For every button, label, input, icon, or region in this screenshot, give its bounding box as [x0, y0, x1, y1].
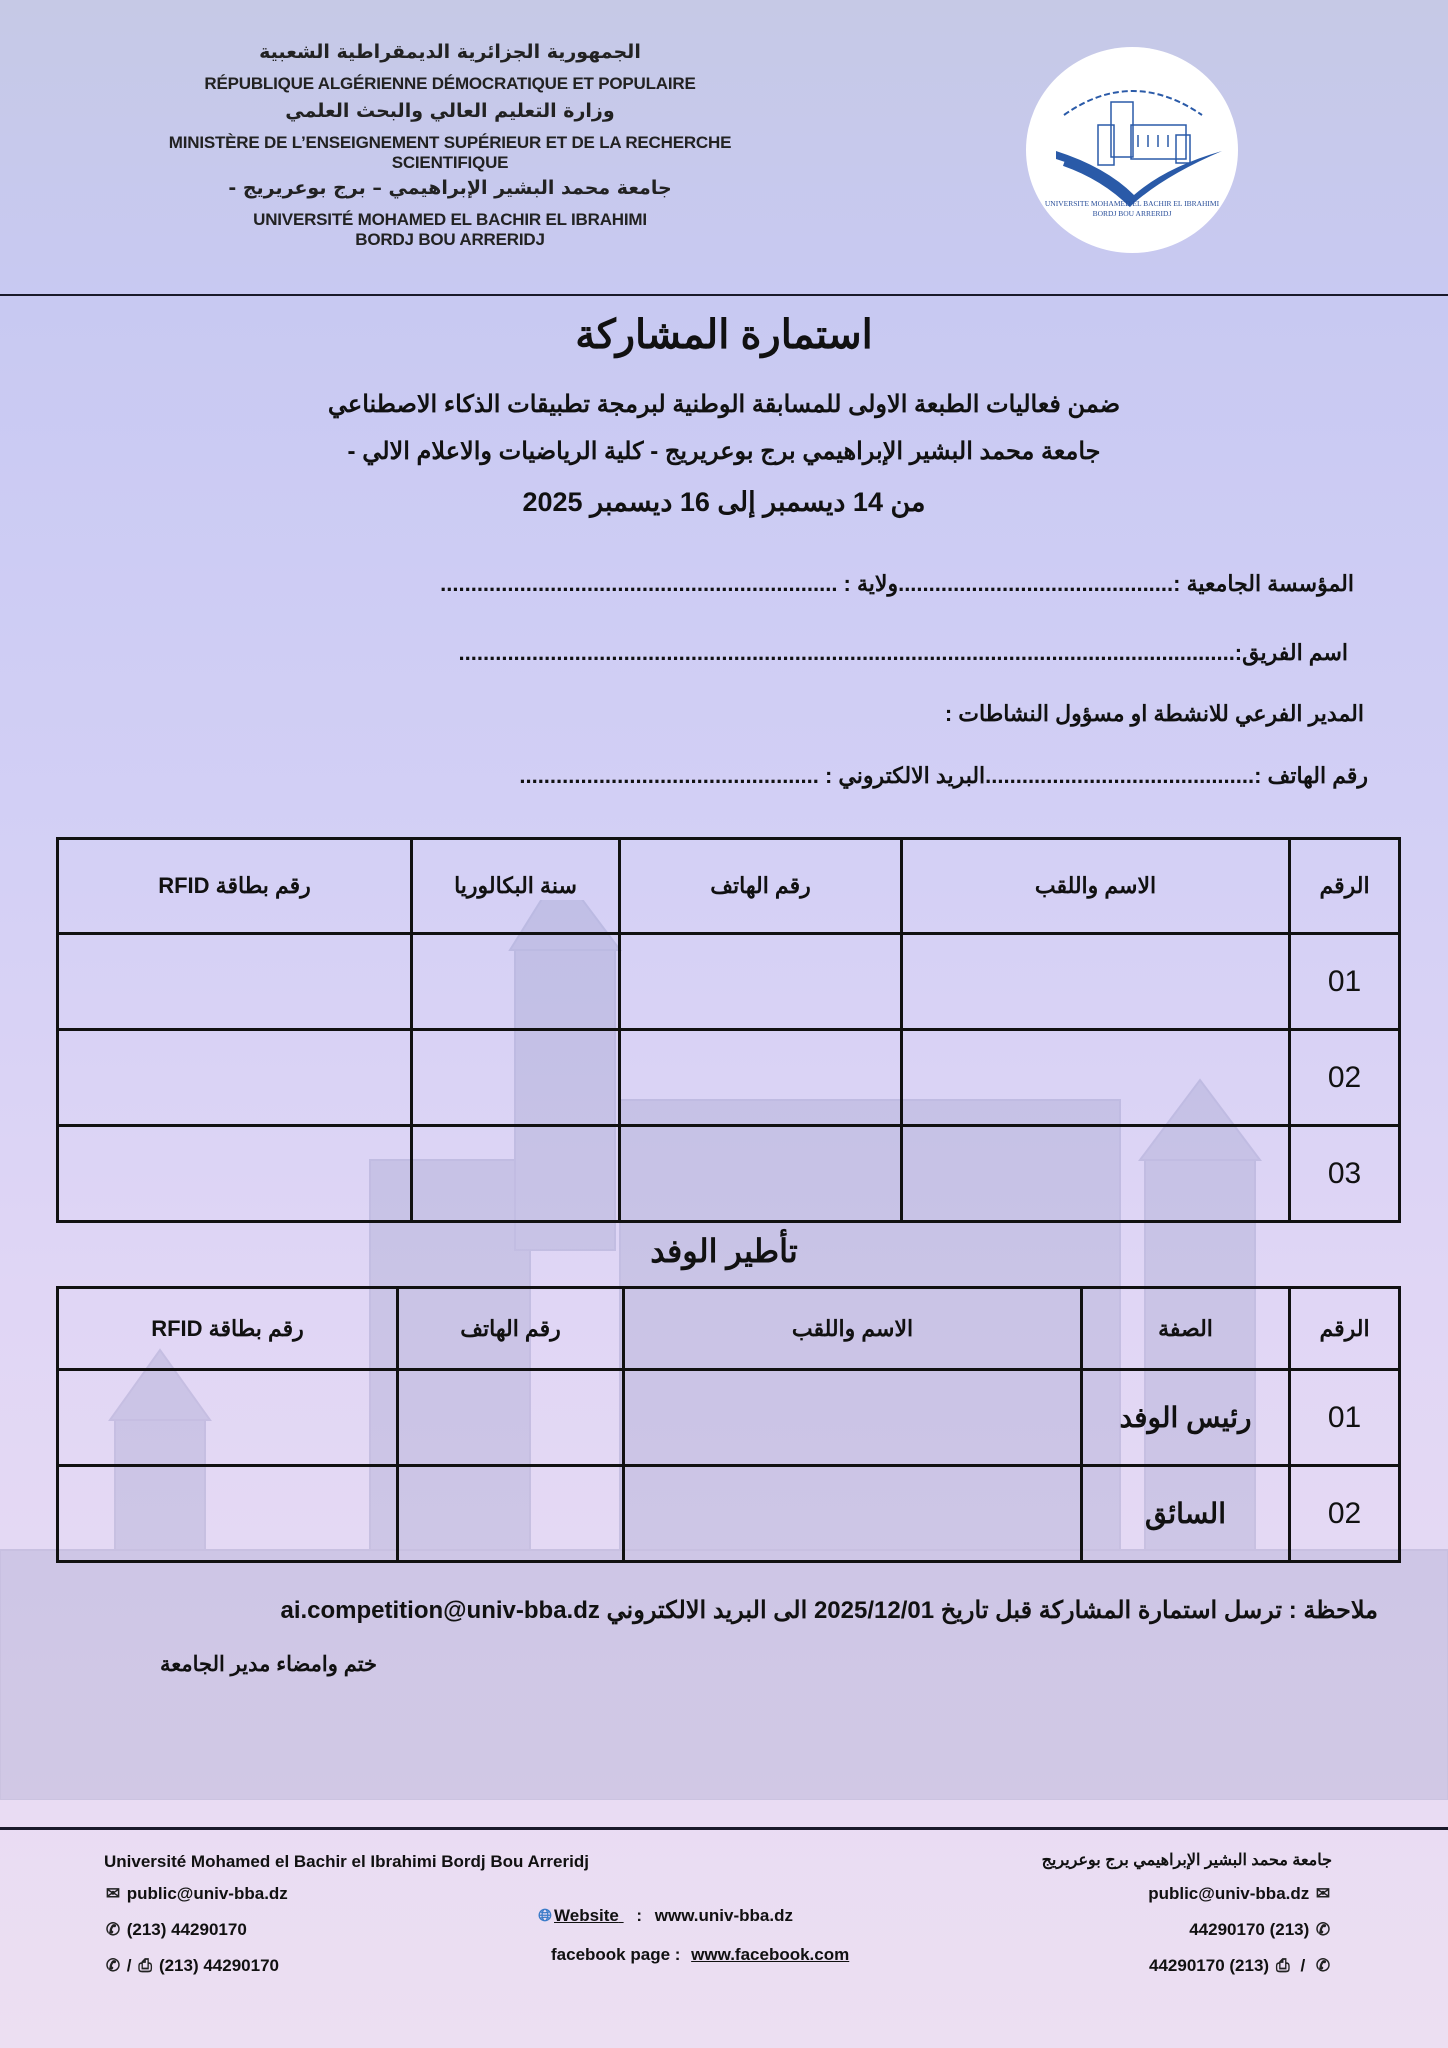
bac-year-cell[interactable]	[412, 1126, 620, 1222]
header-phone: رقم الهاتف	[620, 839, 902, 934]
header-phone: رقم الهاتف	[398, 1288, 624, 1370]
fax-icon: ⎙	[1275, 1956, 1290, 1975]
header-rfid: رقم بطاقة RFID	[58, 1288, 398, 1370]
header-name: الاسم واللقب	[624, 1288, 1082, 1370]
rfid-cell[interactable]	[58, 1370, 398, 1466]
phone-cell[interactable]	[620, 934, 902, 1030]
header-number: الرقم	[1290, 839, 1400, 934]
envelope-icon: ✉	[105, 1884, 121, 1903]
header-number: الرقم	[1290, 1288, 1400, 1370]
logo-caption-1: UNIVERSITE MOHAMED EL BACHIR EL IBRAHIMI	[1044, 199, 1220, 208]
header-french-university-1: UNIVERSITÉ MOHAMED EL BACHIR EL IBRAHIMI	[253, 210, 647, 230]
footer-right-phone-text: 44290170 (213)	[1189, 1920, 1310, 1939]
fax-separator: /	[126, 1956, 132, 1975]
rfid-cell[interactable]	[58, 1126, 412, 1222]
header-divider	[0, 294, 1448, 296]
facebook-label: facebook page :	[551, 1945, 681, 1964]
header-french-university-2: BORDJ BOU ARRERIDJ	[355, 229, 545, 249]
footer-right-email-text[interactable]: public@univ-bba.dz	[1148, 1884, 1310, 1903]
table-row	[58, 1030, 1400, 1126]
header-arabic-university: جامعة محمد البشير الإبراهيمي – برج بوعريريج -	[228, 177, 672, 200]
university-logo	[1026, 47, 1238, 253]
header-french-republic: RÉPUBLIQUE ALGÉRIENNE DÉMOCRATIQUE ET POPULAIRE	[204, 73, 696, 93]
form-subtitle-university: جامعة محمد البشير الإبراهيمي برج بوعريريج - كلية الرياضيات والاعلام الالي -	[347, 438, 1101, 465]
website-label: Website	[554, 1906, 619, 1925]
row-number: 02	[1290, 1030, 1400, 1126]
table-row	[58, 1370, 1400, 1466]
row-number: 01	[1290, 934, 1400, 1030]
bac-year-cell[interactable]	[412, 934, 620, 1030]
phone-cell[interactable]	[620, 1030, 902, 1126]
footer-right-university: جامعة محمد البشير الإبراهيمي برج بوعريريج	[1041, 1852, 1332, 1869]
castle-logo-icon	[1026, 47, 1238, 253]
signature-label: ختم وامضاء مدير الجامعة	[160, 1653, 378, 1676]
phone-cell[interactable]	[620, 1126, 902, 1222]
website-separator: :	[636, 1906, 643, 1925]
header-rfid: رقم بطاقة RFID	[58, 839, 412, 934]
form-dates: من 14 ديسمبر إلى 16 ديسمبر 2025	[522, 487, 926, 517]
phone-cell[interactable]	[398, 1466, 624, 1562]
delegation-table-header	[58, 1288, 1400, 1370]
footer-website	[536, 1906, 793, 1926]
delegation-table	[56, 1286, 1401, 1563]
table-row	[58, 1126, 1400, 1222]
logo-caption-2: BORDJ BOU ARRERIDJ	[1092, 209, 1172, 218]
footer-divider	[0, 1827, 1448, 1830]
footer-left-email	[104, 1884, 288, 1904]
footer-left-fax	[104, 1956, 279, 1976]
phone-icon: ✆	[105, 1920, 121, 1939]
footer-right-email	[1148, 1884, 1332, 1904]
role-cell: رئيس الوفد	[1082, 1370, 1290, 1466]
name-cell[interactable]	[902, 1126, 1290, 1222]
header-name: الاسم واللقب	[902, 839, 1290, 934]
fax-separator: /	[1300, 1956, 1306, 1975]
header-role: الصفة	[1082, 1288, 1290, 1370]
table-row	[58, 934, 1400, 1030]
name-cell[interactable]	[624, 1370, 1082, 1466]
role-cell: السائق	[1082, 1466, 1290, 1562]
team-table-header	[58, 839, 1400, 934]
name-cell[interactable]	[902, 1030, 1290, 1126]
name-cell[interactable]	[624, 1466, 1082, 1562]
phone-icon: ✆	[1315, 1920, 1331, 1939]
phone-email-field[interactable]: رقم الهاتف :............................................البريد الالكتروني : .................................................	[519, 763, 1368, 788]
team-table	[56, 837, 1401, 1223]
phone-cell[interactable]	[398, 1370, 624, 1466]
table-row	[58, 1466, 1400, 1562]
header-french-ministry-1: MINISTÈRE DE L’ENSEIGNEMENT SUPÉRIEUR ET DE LA RECHERCHE	[168, 133, 732, 153]
footer-left-email-text[interactable]: public@univ-bba.dz	[126, 1884, 288, 1903]
phone-icon: ✆	[1315, 1956, 1331, 1975]
delegation-title: تأطير الوفد	[650, 1233, 798, 1269]
footer-right-fax-text: 44290170 (213)	[1149, 1956, 1270, 1975]
fax-icon: ⎙	[138, 1956, 152, 1975]
rfid-cell[interactable]	[58, 1030, 412, 1126]
footer-facebook	[551, 1945, 849, 1965]
envelope-icon: ✉	[1315, 1884, 1331, 1903]
row-number: 03	[1290, 1126, 1400, 1222]
header-french-ministry-2: SCIENTIFIQUE	[391, 152, 509, 172]
header-bac-year: سنة البكالوريا	[412, 839, 620, 934]
footer-left-phone-text: (213) 44290170	[126, 1920, 247, 1939]
globe-icon: 🌐︎	[538, 1906, 552, 1925]
row-number: 02	[1290, 1466, 1400, 1562]
phone-icon: ✆	[105, 1956, 121, 1975]
form-subtitle-event: ضمن فعاليات الطبعة الاولى للمسابقة الوطنية لبرمجة تطبيقات الذكاء الاصطناعي	[327, 391, 1121, 418]
director-field[interactable]: المدير الفرعي للانشطة او مسؤول النشاطات :	[944, 701, 1364, 726]
website-link[interactable]	[536, 1906, 624, 1925]
institution-field[interactable]: المؤسسة الجامعية :.............................................ولاية : .................................................................	[440, 571, 1354, 596]
team-name-field[interactable]: اسم الفريق:...............................................................................................................................	[458, 640, 1348, 665]
name-cell[interactable]	[902, 934, 1290, 1030]
facebook-url[interactable]: www.facebook.com	[691, 1945, 850, 1964]
footer-right-phone	[1189, 1920, 1332, 1940]
header-arabic-ministry: وزارة التعليم العالي والبحث العلمي	[285, 100, 615, 123]
submission-note: ملاحظة : ترسل استمارة المشاركة قبل تاريخ 2025/12/01 الى البريد الالكتروني ai.competition@univ-bba.dz	[280, 1597, 1378, 1624]
rfid-cell[interactable]	[58, 934, 412, 1030]
website-url[interactable]: www.univ-bba.dz	[654, 1906, 793, 1925]
bac-year-cell[interactable]	[412, 1030, 620, 1126]
footer-right-fax	[1149, 1956, 1332, 1976]
header-arabic-republic: الجمهورية الجزائرية الديمقراطية الشعبية	[259, 41, 641, 63]
rfid-cell[interactable]	[58, 1466, 398, 1562]
institution-header	[150, 42, 750, 257]
row-number: 01	[1290, 1370, 1400, 1466]
footer-left-fax-text: (213) 44290170	[158, 1956, 279, 1975]
form-title: استمارة المشاركة	[575, 313, 873, 357]
footer-left-phone	[104, 1920, 247, 1940]
footer-left-university: Université Mohamed el Bachir el Ibrahimi Bordj Bou Arreridj	[104, 1852, 589, 1871]
